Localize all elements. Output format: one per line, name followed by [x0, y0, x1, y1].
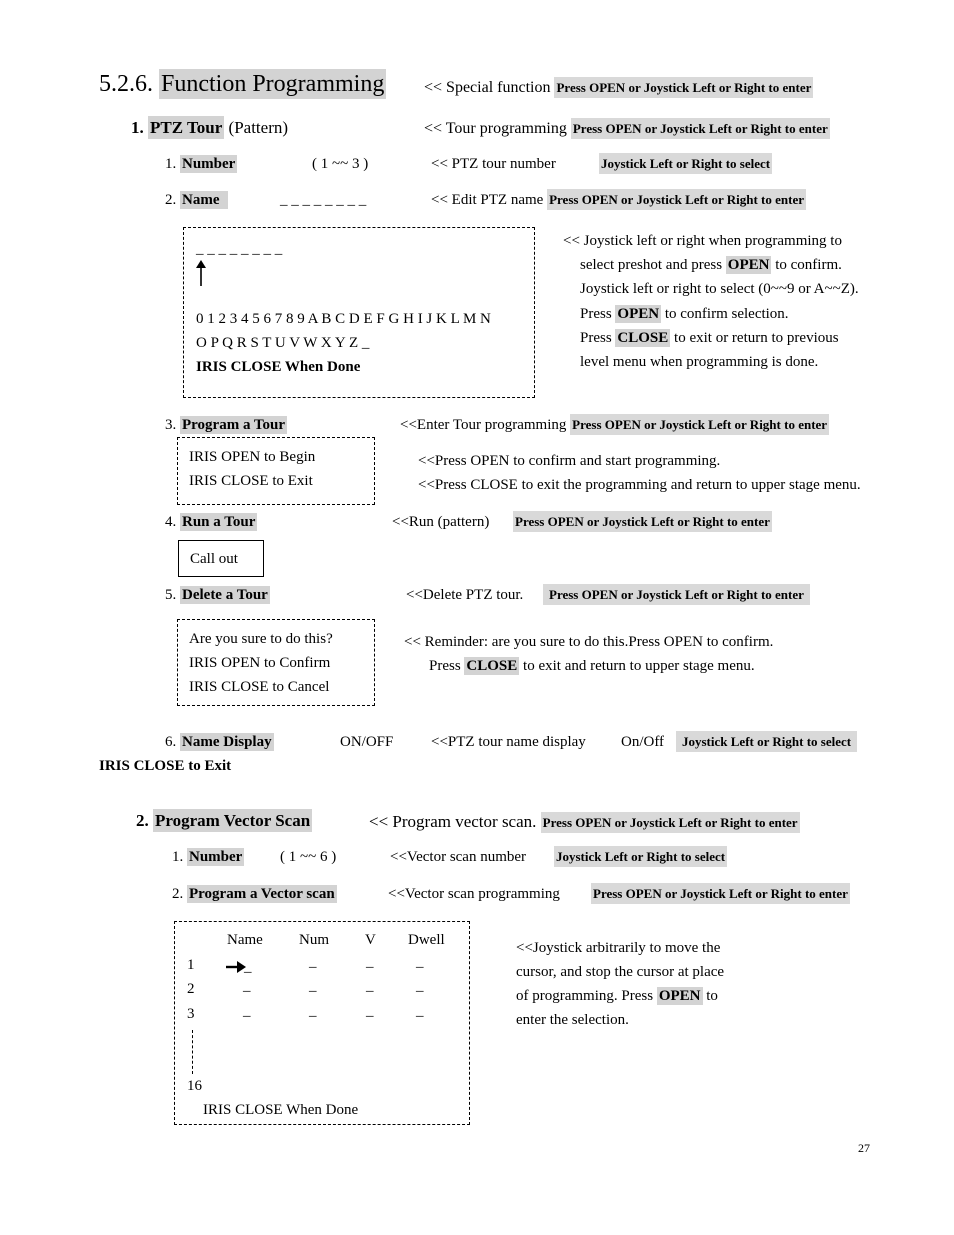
hint-text: Press OPEN or Joystick Left or Right to enter — [547, 189, 806, 210]
row-index: 1 — [187, 957, 195, 973]
run-callout-text: Call out — [190, 551, 238, 567]
cell-v: – — [366, 983, 374, 999]
cell-v: – — [366, 959, 374, 975]
note-text: Press — [429, 658, 465, 674]
name-edit-box — [183, 227, 535, 398]
vector-heading-note — [369, 812, 800, 832]
section-title — [99, 70, 386, 99]
delete-box-cancel: IRIS CLOSE to Cancel — [189, 679, 330, 695]
item-label: Name — [180, 191, 228, 209]
section-note — [424, 78, 813, 97]
hint-text: Press OPEN or Joystick Left or Right to enter — [513, 511, 772, 532]
vector-box-done: IRIS CLOSE When Done — [203, 1102, 359, 1118]
cell-v: – — [366, 1008, 374, 1024]
name-note-l4 — [580, 305, 789, 323]
ptz-number-hint — [599, 155, 772, 173]
note-key: OPEN — [727, 257, 770, 273]
ptz-display-value: ON/OFF — [340, 734, 394, 750]
delete-note-l2 — [429, 657, 755, 675]
note-prefix: <<Enter Tour programming — [400, 417, 567, 433]
vector-number-item — [172, 848, 244, 866]
right-arrow-icon — [226, 960, 246, 974]
vector-heading-number: 2. — [136, 811, 149, 830]
note-text: to confirm. — [771, 257, 842, 273]
hint-text: Joystick Left or Right to select — [554, 846, 727, 867]
vector-note-l4: enter the selection. — [516, 1012, 629, 1028]
section-note-prefix: << Special function — [424, 79, 551, 96]
name-note-l3: Joystick left or right to select (0~~9 or A~~Z). — [580, 281, 859, 297]
ptz-display-onoff: On/Off — [621, 734, 665, 750]
ptz-number-item — [165, 155, 237, 173]
item-index: 4. — [165, 514, 177, 530]
cell-dwell: – — [416, 983, 424, 999]
ptz-name-blank: _ _ _ _ _ _ _ _ — [280, 192, 367, 208]
name-edit-blank: _ _ _ _ _ _ _ _ — [196, 241, 283, 257]
ptz-note-hint: Press OPEN or Joystick Left or Right to enter — [571, 118, 830, 139]
item-label: Name Display — [182, 734, 272, 750]
vector-heading — [136, 811, 312, 831]
item-index: 6. — [165, 734, 177, 750]
delete-box-question: Are you sure to do this? — [189, 631, 333, 647]
col-header-v: V — [365, 932, 376, 948]
ptz-run-item — [165, 513, 257, 531]
item-label: Number — [189, 849, 243, 865]
hint-text: Press OPEN or Joystick Left or Right to enter — [543, 584, 810, 605]
item-index: 3. — [165, 417, 177, 433]
name-edit-done: IRIS CLOSE When Done — [196, 359, 361, 375]
delete-confirm-box — [177, 619, 375, 706]
ptz-name-item — [165, 191, 228, 209]
cell-num: – — [309, 983, 317, 999]
cell-dwell: – — [416, 1008, 424, 1024]
program-tour-box — [177, 437, 375, 505]
note-prefix: << Edit PTZ name — [431, 192, 544, 208]
delete-box-confirm: IRIS OPEN to Confirm — [189, 655, 331, 671]
cell-name: – — [243, 983, 251, 999]
vector-number-hint — [554, 848, 727, 866]
col-header-dwell: Dwell — [408, 932, 445, 948]
item-index: 1. — [165, 156, 177, 172]
item-label: Delete a Tour — [182, 587, 268, 603]
section-note-hint: Press OPEN or Joystick Left or Right to enter — [554, 77, 813, 98]
section-number: 5.2.6. — [99, 71, 153, 97]
hint-text: Press OPEN or Joystick Left or Right to enter — [591, 883, 850, 904]
vector-heading-label: Program Vector Scan — [155, 811, 311, 830]
row-continuation-line — [192, 1030, 193, 1074]
vector-note-l1: <<Joystick arbitrarily to move the — [516, 940, 721, 956]
note-text: to — [702, 988, 718, 1004]
ptz-run-note: <<Run (pattern) — [392, 514, 490, 530]
hint-text: Joystick Left or Right to select — [676, 731, 857, 752]
note-key: OPEN — [658, 988, 701, 1004]
char-set-line-2: O P Q R S T U V W X Y Z _ — [196, 335, 370, 351]
note-key: CLOSE — [617, 330, 669, 346]
name-note-l6: level menu when programming is done. — [580, 354, 819, 370]
ptz-program-note — [400, 416, 829, 434]
vector-program-item — [172, 885, 337, 903]
ptz-heading-note — [424, 119, 830, 138]
col-header-num: Num — [299, 932, 329, 948]
ptz-display-note: <<PTZ tour name display — [431, 734, 586, 750]
note-text: to exit and return to upper stage menu. — [519, 658, 755, 674]
program-note-l1: <<Press OPEN to confirm and start programming. — [418, 453, 721, 469]
item-index: 2. — [172, 886, 184, 902]
ptz-delete-note: <<Delete PTZ tour. — [406, 587, 524, 603]
char-set-line-1: 0 1 2 3 4 5 6 7 8 9 A B C D E F G H I J K L M N — [196, 311, 491, 327]
item-index: 2. — [165, 192, 177, 208]
ptz-heading-number: 1. — [131, 118, 144, 137]
vector-number-range: ( 1 ~~ 6 ) — [280, 849, 337, 865]
name-note-l1: << Joystick left or right when programming to — [563, 233, 842, 249]
ptz-display-exit: IRIS CLOSE to Exit — [99, 758, 232, 774]
up-arrow-icon — [194, 260, 208, 286]
vector-number-note: <<Vector scan number — [390, 849, 527, 865]
row-index: 3 — [187, 1006, 195, 1022]
vector-note-hint: Press OPEN or Joystick Left or Right to enter — [541, 812, 800, 833]
program-box-exit: IRIS CLOSE to Exit — [189, 473, 313, 489]
name-note-l2 — [580, 256, 842, 274]
ptz-program-item — [165, 416, 287, 434]
item-index: 5. — [165, 587, 177, 603]
item-index: 1. — [172, 849, 184, 865]
note-text: select preshot and press — [580, 257, 726, 273]
cell-name: – — [243, 1008, 251, 1024]
cell-dwell: – — [416, 959, 424, 975]
ptz-number-range: ( 1 ~~ 3 ) — [312, 156, 369, 172]
delete-note-l1: << Reminder: are you sure to do this.Press OPEN to confirm. — [404, 634, 774, 650]
item-label: Number — [182, 156, 236, 172]
note-key: CLOSE — [466, 658, 518, 674]
note-text: Press — [580, 306, 616, 322]
row-index: 2 — [187, 981, 195, 997]
vector-program-note: <<Vector scan programming — [388, 886, 560, 902]
page-number: 27 — [858, 1141, 870, 1155]
program-note-l2: <<Press CLOSE to exit the programming and return to upper stage menu. — [418, 477, 861, 493]
ptz-run-hint — [513, 513, 772, 531]
note-text: of programming. Press — [516, 988, 657, 1004]
item-label: Run a Tour — [182, 514, 256, 530]
section-title-text: Function Programming — [161, 71, 385, 97]
note-key: OPEN — [617, 306, 660, 322]
col-header-name: Name — [227, 932, 263, 948]
item-label: Program a Tour — [182, 417, 286, 433]
ptz-display-hint — [676, 733, 857, 751]
item-label: Program a Vector scan — [189, 886, 335, 902]
cell-name: _ — [244, 959, 252, 975]
ptz-number-note: << PTZ tour number — [431, 156, 556, 172]
note-text: Press — [580, 330, 616, 346]
ptz-heading-label: PTZ Tour — [150, 118, 223, 137]
ptz-display-item — [165, 733, 274, 751]
program-box-begin: IRIS OPEN to Begin — [189, 449, 316, 465]
ptz-heading-suffix: (Pattern) — [228, 118, 289, 137]
vector-note-prefix: << Program vector scan. — [369, 812, 537, 831]
ptz-heading — [131, 118, 288, 138]
vector-program-hint — [591, 885, 850, 903]
vector-note-l2: cursor, and stop the cursor at place — [516, 964, 725, 980]
hint-text: Press OPEN or Joystick Left or Right to enter — [570, 414, 829, 435]
ptz-note-prefix: << Tour programming — [424, 120, 567, 137]
vector-scan-box — [174, 921, 470, 1125]
ptz-delete-item — [165, 586, 270, 604]
ptz-name-note — [431, 191, 806, 209]
cell-num: – — [309, 959, 317, 975]
name-note-l5 — [580, 329, 839, 347]
cell-num: – — [309, 1008, 317, 1024]
note-text: to confirm selection. — [661, 306, 789, 322]
hint-text: Joystick Left or Right to select — [599, 153, 772, 174]
vector-note-l3 — [516, 987, 718, 1005]
note-text: to exit or return to previous — [670, 330, 839, 346]
row-index-last: 16 — [187, 1078, 202, 1094]
run-callout-box — [178, 540, 264, 577]
ptz-delete-hint — [543, 586, 810, 604]
